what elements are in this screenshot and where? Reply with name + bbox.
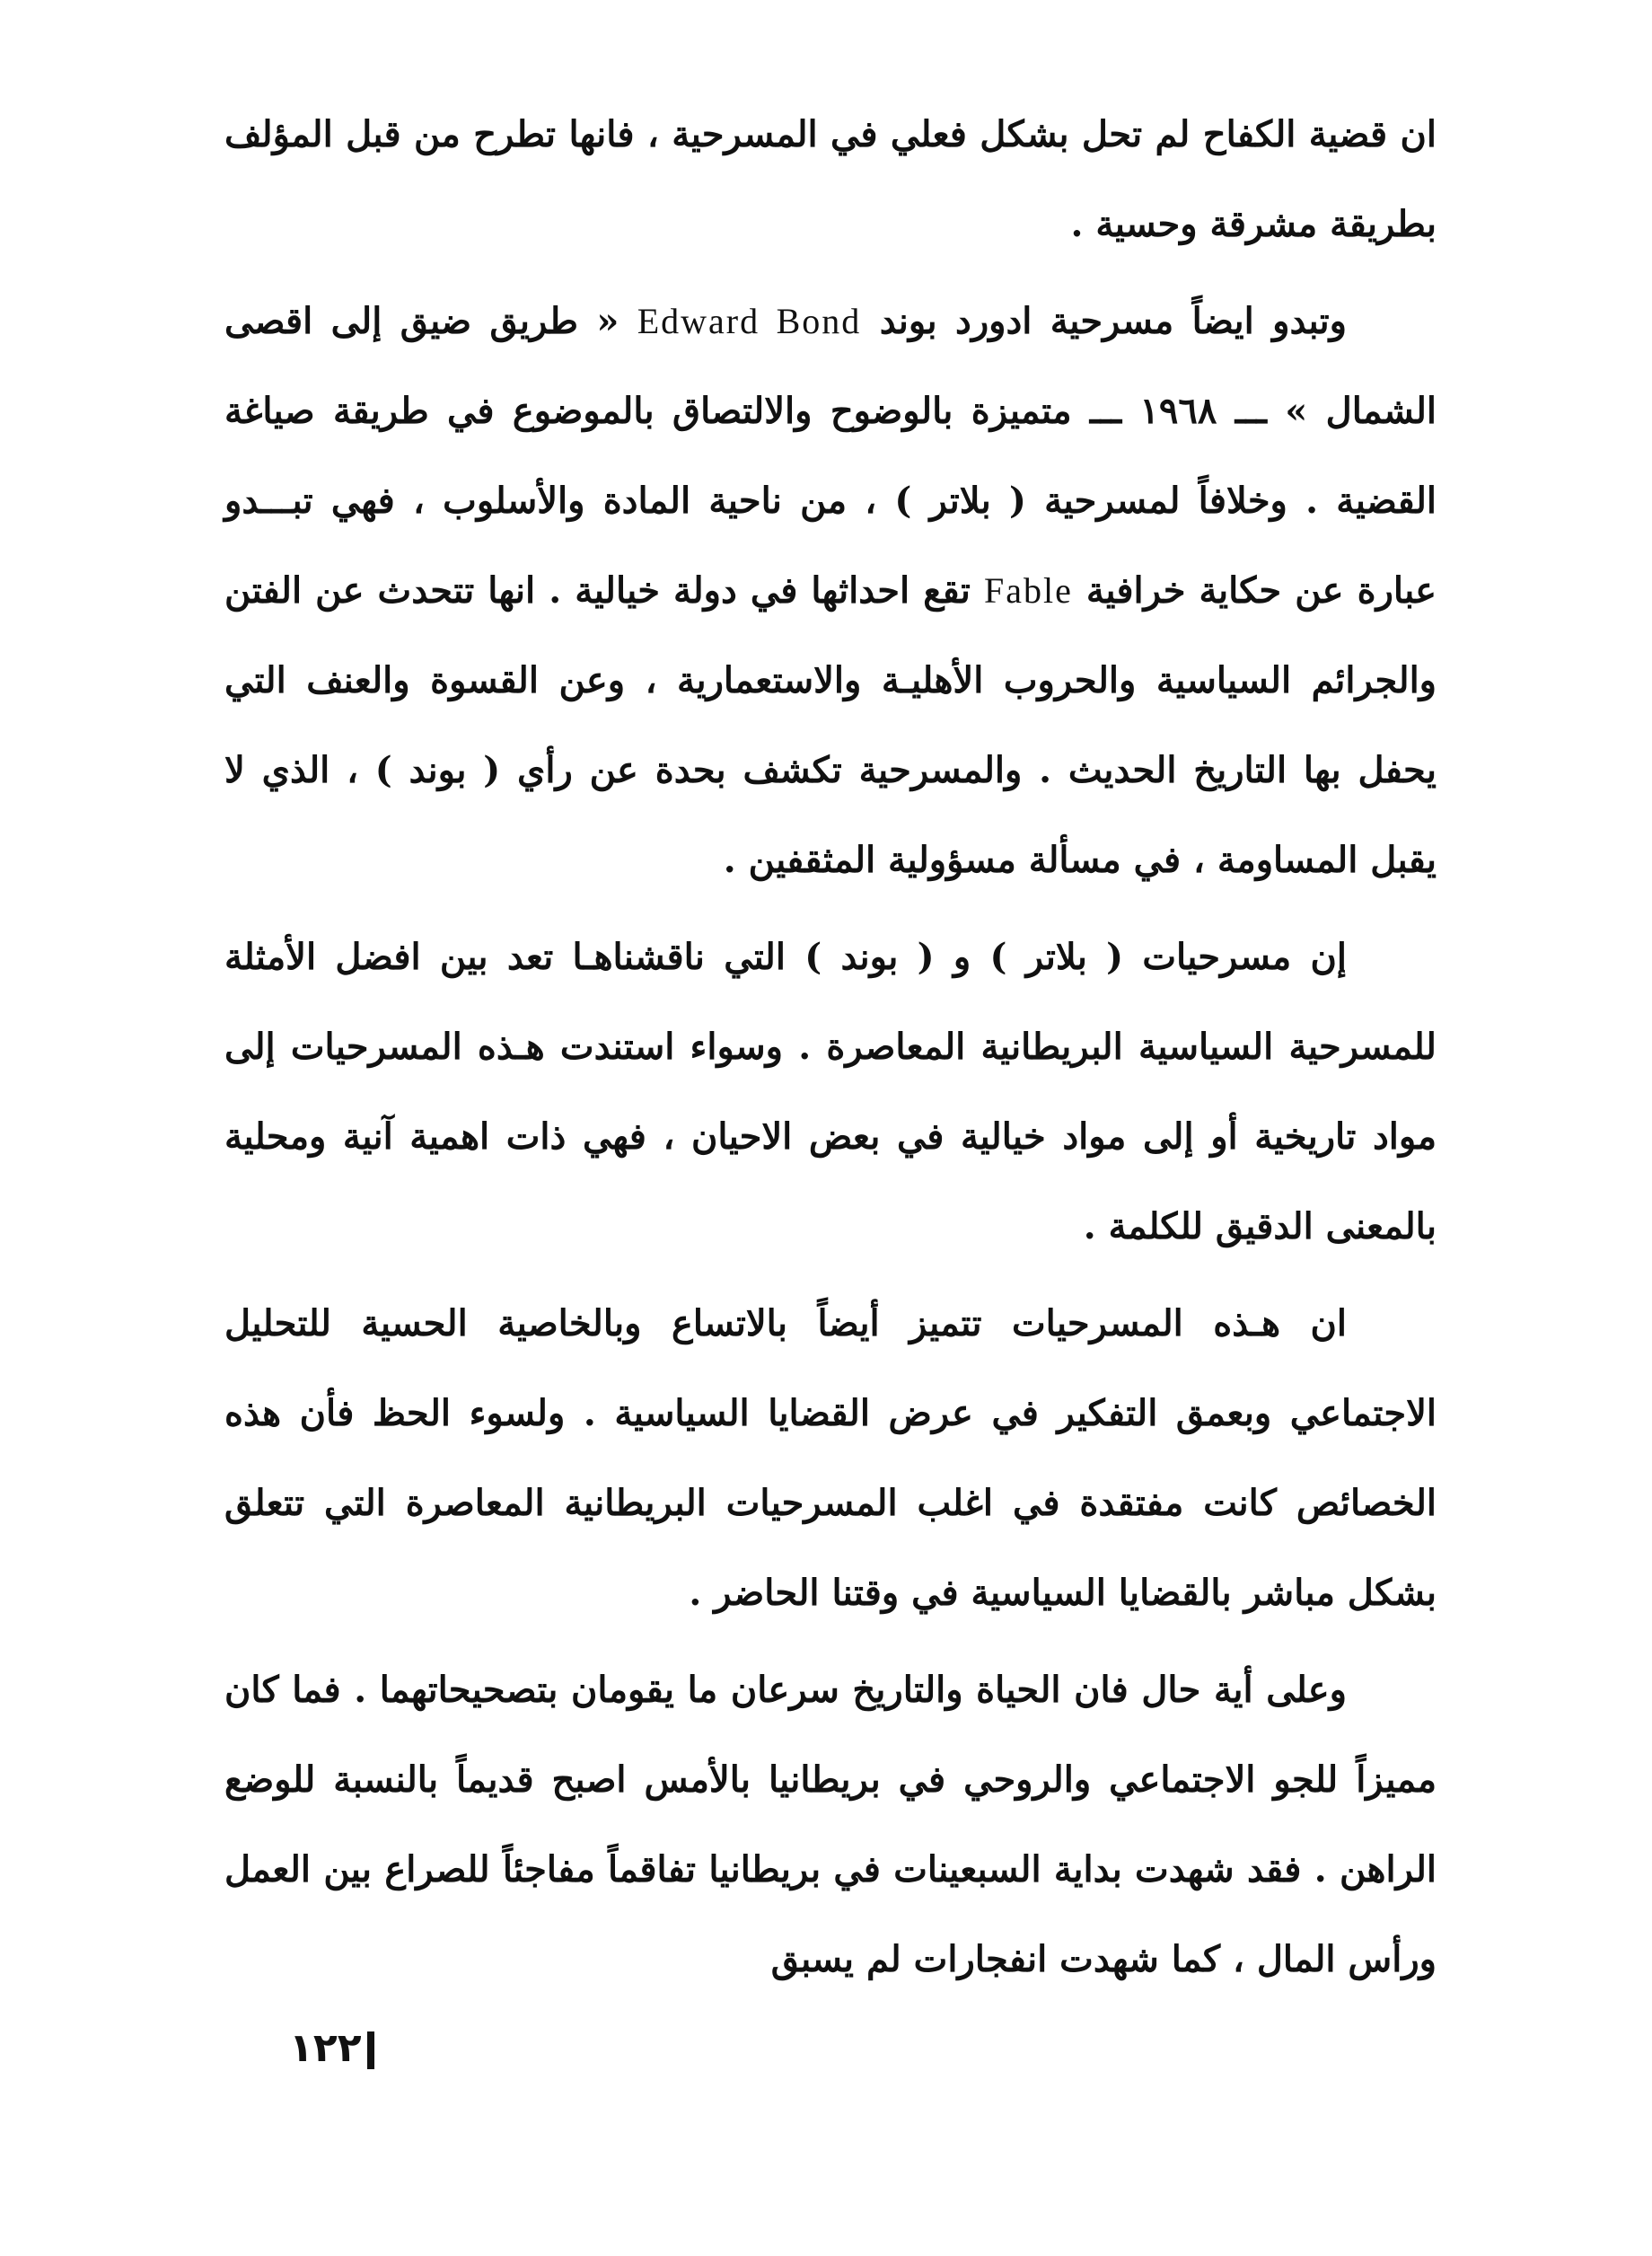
paragraph-3 xyxy=(224,912,1437,1272)
paragraph-4 xyxy=(224,1279,1437,1638)
paragraph-2-text-c: تقع احداثها في دولة خيالية . انها تتحدث عن الفتن والجرائم السياسية والحروب الأهليـة والاستعمارية ، وعن القسوة والعنف التي يحفل بها التاريخ الحديث . والمسرحية تكشف بحدة عن رأي ( بوند ) ، الذي لا يقبل المساومة ، في مسألة مسؤولية المثقفين . xyxy=(224,569,1437,881)
paragraph-4-text: ان هـذه المسرحيات تتميز أيضاً بالاتساع وبالخاصية الحسية للتحليل الاجتماعي وبعمق التفكير في عرض القضايا السياسية . ولسوء الحظ فأن هذه الخصائص كانت مفتقدة في اغلب المسرحيات البريطانية المعاصرة التي تتعلق بشكل مباشر بالقضايا السياسية في وقتنا الحاضر . xyxy=(224,1302,1437,1614)
paragraph-3-text: إن مسرحيات ( بلاتر ) و ( بوند ) التي ناقشناهـا تعد بين افضل الأمثلة للمسرحية السياسية البريطانية المعاصرة . وسواء استندت هـذه المسرحيات إلى مواد تاريخية أو إلى مواد خيالية في بعض الاحيان ، فهي ذات اهمية آنية ومحلية بالمعنى الدقيق للكلمة . xyxy=(224,936,1437,1247)
page-number xyxy=(289,2025,374,2071)
paragraph-1-text: ان قضية الكفاح لم تحل بشكل فعلي في المسرحية ، فانها تطرح من قبل المؤلف بطريقة مشرقة وحسية . xyxy=(224,113,1437,245)
paragraph-2-text-b: « طريق ضيق إلى اقصى الشمال » ـــ ١٩٦٨ ـــ متميزة بالوضوح والالتصاق بالموضوع في طريقة صياغة القضية . وخلافاً لمسرحية ( بلاتر ) ، من ناحية المادة والأسلوب ، فهي تبـــدو عبارة عن حكاية خرافية xyxy=(224,300,1437,612)
paragraph-5-text: وعلى أية حال فان الحياة والتاريخ سرعان ما يقومان بتصحيحاتهما . فما كان مميزاً للجو الاجتماعي والروحي في بريطانيا بالأمس اصبح قديماً بالنسبة للوضع الراهن . فقد شهدت بداية السبعينات في بريطانيا تفاقماً مفاجئاً للصراع بين العمل ورأس المال ، كما شهدت انفجارات لم يسبق xyxy=(224,1669,1437,1980)
latin-name-edward-bond: Edward Bond xyxy=(637,301,862,341)
latin-term-fable: Fable xyxy=(983,570,1073,611)
paragraph-5 xyxy=(224,1645,1437,2005)
paragraph-2 xyxy=(224,277,1437,905)
body-text xyxy=(224,90,1437,2005)
page-number-text: ١٢٢ xyxy=(289,2025,362,2071)
paragraph-2-text-a: وتبدو ايضاً مسرحية ادورد بوند xyxy=(861,300,1347,342)
paragraph-1 xyxy=(224,90,1437,269)
page-number-marker xyxy=(367,2031,374,2069)
